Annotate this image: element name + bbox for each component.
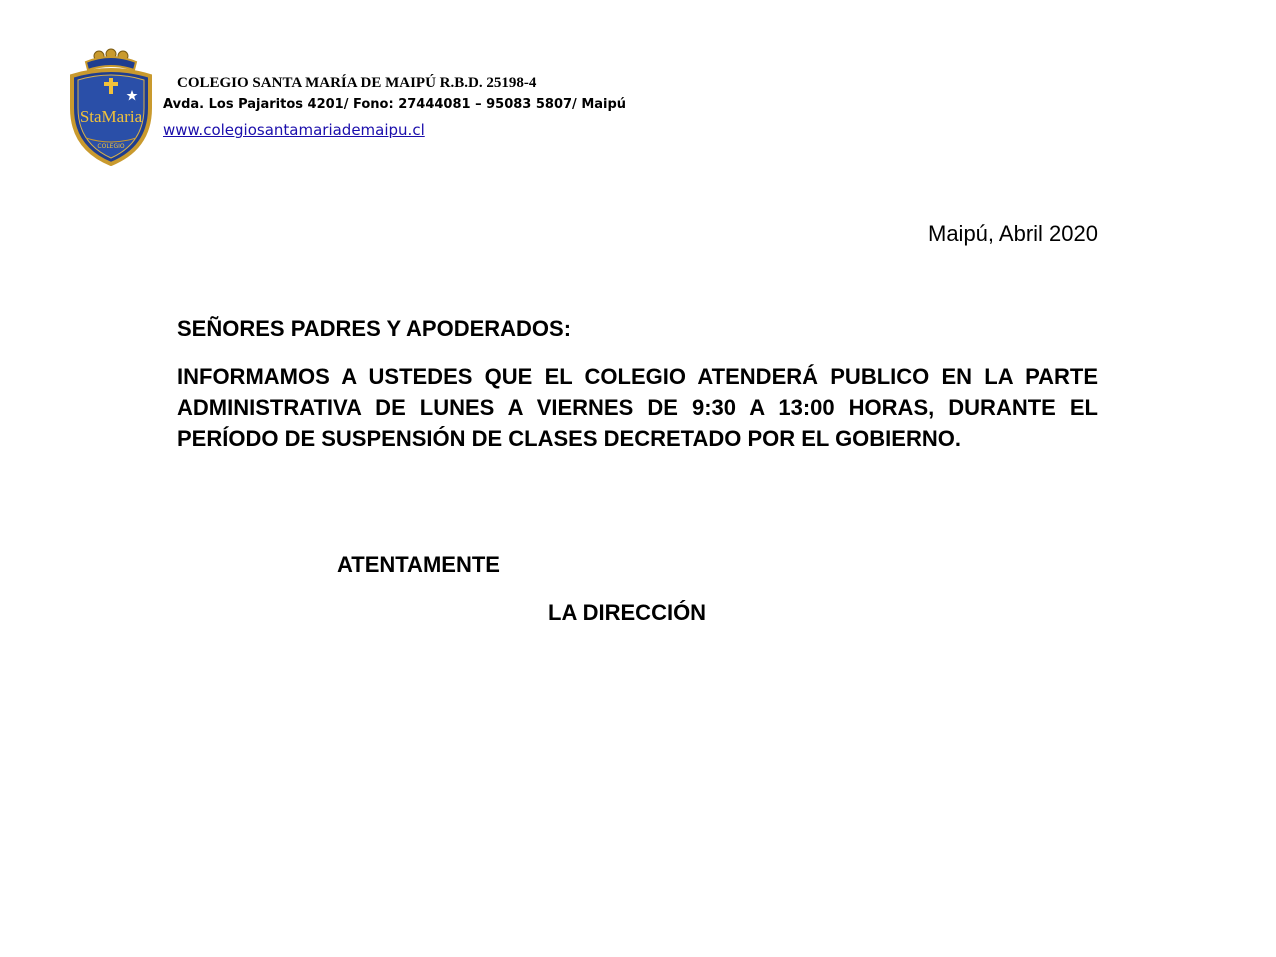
letter-body: INFORMAMOS A USTEDES QUE EL COLEGIO ATENDERÁ PUBLICO EN LA PARTE ADMINISTRATIVA DE LUNES A VIERNES DE 9:30 A 13:00 HORAS, DURANTE EL PERÍODO DE SUSPENSIÓN DE CLASES DECRETADO POR EL GOBIERNO. — [177, 364, 1098, 451]
crest-text: StaMaria — [79, 107, 143, 126]
school-name: COLEGIO SANTA MARÍA DE MAIPÚ R.B.D. 25198-4 — [177, 75, 537, 91]
website-link[interactable]: www.colegiosantamariademaipu.cl — [163, 121, 425, 139]
letter-date: Maipú, Abril 2020 — [928, 221, 1098, 246]
letter-salutation: SEÑORES PADRES Y APODERADOS: — [177, 316, 572, 341]
school-crest-icon — [66, 48, 156, 166]
letter-closing: ATENTAMENTE — [337, 552, 500, 577]
crest-subtext: COLEGIO — [97, 143, 125, 150]
school-address: Avda. Los Pajaritos 4201/ Fono: 27444081 – 95083 5807/ Maipú — [163, 97, 627, 112]
letter-signature: LA DIRECCIÓN — [548, 600, 707, 625]
